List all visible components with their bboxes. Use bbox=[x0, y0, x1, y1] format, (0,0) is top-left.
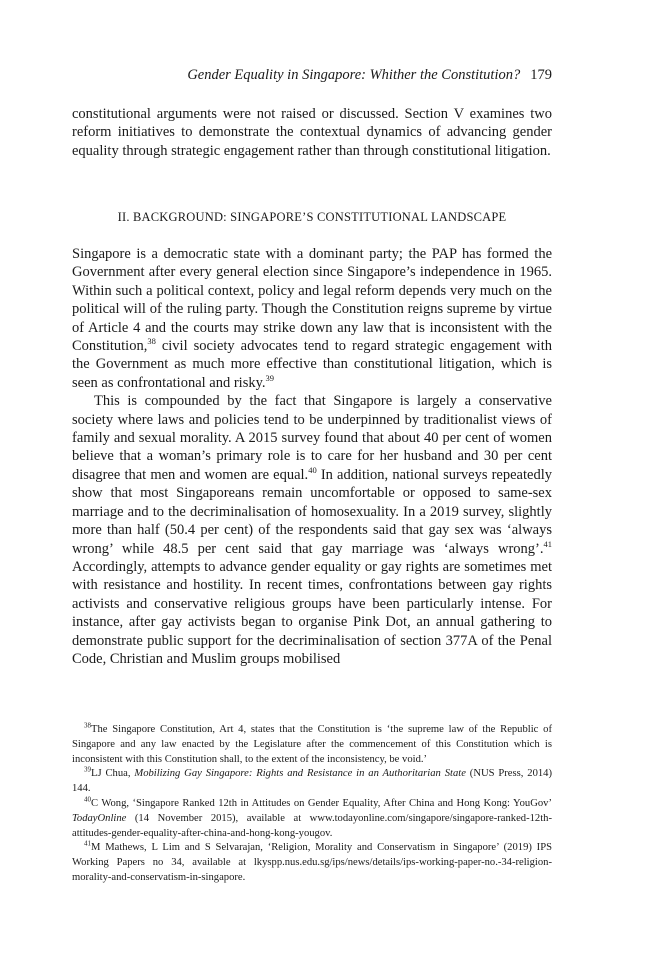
footnote-source-title: TodayOnline bbox=[72, 812, 127, 824]
footnote-text: (NUS Press, 2014) 144. bbox=[72, 768, 552, 795]
footnote-book-title: Mobilizing Gay Singapore: Rights and Resistance in an Authoritarian State bbox=[134, 768, 466, 780]
footnote-ref-41[interactable]: 41 bbox=[543, 538, 552, 549]
footnote-ref-40[interactable]: 40 bbox=[308, 465, 317, 476]
footnote-text: C Wong, ‘Singapore Ranked 12th in Attitudes on Gender Equality, After China and Hong Kong: YouGov’ bbox=[91, 797, 552, 809]
footnote-38 bbox=[72, 723, 552, 767]
footnote-number: 40 bbox=[84, 795, 91, 804]
paragraph-1-text: Singapore is a democratic state with a dominant party; the PAP has formed the Government after every general election since Singapore’s independence in 1965. Within such a political context, policy and legal reform depends very much on the political will of the ruling party. Though the Constitution reigns supreme by virtue of Article 4 and the courts may strike down any law that is inconsistent with the Constitution, bbox=[72, 246, 552, 355]
footnote-ref-39[interactable]: 39 bbox=[265, 373, 275, 384]
footnote-text: The Singapore Constitution, Art 4, states that the Constitution is ‘the supreme law of the Republic of Singapore and any law enacted by the Legislature after the commencement of this Constitution which is inconsistent with this Constitution shall, to the extent of the inconsistency, be void.’ bbox=[72, 724, 552, 765]
page-number: 179 bbox=[530, 67, 552, 83]
running-head-title: Gender Equality in Singapore: Whither the Constitution? bbox=[187, 67, 521, 83]
footnote-number: 39 bbox=[84, 765, 91, 774]
intro-paragraph: constitutional arguments were not raised or discussed. Section V examines two reform initiatives to demonstrate the contextual dynamics of advancing gender equality through strategic engagement rather than through constitutional litigation. bbox=[72, 106, 552, 159]
footnote-number: 38 bbox=[84, 721, 91, 730]
footnote-ref-38[interactable]: 38 bbox=[147, 336, 156, 347]
paragraph-1-text: civil society advocates tend to regard strategic engagement with the Government as much more effective than constitutional litigation, which is seen as confrontational and risky. bbox=[72, 338, 552, 391]
footnote-text: (14 November 2015), available at www.todayonline.com/singapore/singapore-ranked-12th-attitudes-gender-equality-after-china-and-hong-kong-yougov. bbox=[72, 812, 552, 839]
footnote-40 bbox=[72, 797, 552, 841]
footnote-text: M Mathews, L Lim and S Selvarajan, ‘Religion, Morality and Conservatism in Singapore’ (2019) IPS Working Papers no 34, available at lkyspp.nus.edu.sg/ips/news/details/ips-working-paper-no.-34-religion-morality-and-conservatism-in-singapore. bbox=[72, 842, 552, 883]
intro-block bbox=[72, 105, 552, 160]
paragraph-1 bbox=[72, 245, 552, 392]
paragraph-2 bbox=[72, 392, 552, 668]
footnote-41 bbox=[72, 841, 552, 885]
running-head bbox=[72, 66, 552, 84]
section-heading: II. BACKGROUND: SINGAPORE’S CONSTITUTIONAL LANDSCAPE bbox=[117, 210, 507, 224]
paragraph-2-text: This is compounded by the fact that Singapore is largely a conservative society where laws and policies tend to be underpinned by traditionalist views of family and sexual morality. A 2015 survey found that about 40 per cent of women believe that a woman’s primary role is to care for her husband and 30 per cent disagree that men and women are equal. bbox=[72, 393, 552, 483]
footnote-number: 41 bbox=[84, 839, 91, 848]
footnote-text: LJ Chua, bbox=[91, 768, 135, 780]
body-text bbox=[72, 245, 552, 668]
footnotes bbox=[72, 723, 552, 886]
paragraph-2-text: In addition, national surveys repeatedly show that most Singaporeans remain uncomfortable or opposed to same-sex marriage and to the decriminalisation of homosexuality. In a 2019 survey, slightly more than half (50.4 per cent) of the respondents said that gay sex was ‘always wrong’ while 48.5 per cent said that gay marriage was ‘always wrong’. bbox=[72, 466, 552, 557]
footnote-39 bbox=[72, 767, 552, 797]
paragraph-2-text: Accordingly, attempts to advance gender equality or gay rights are sometimes met with resistance and hostility. In recent times, confrontations between gay rights activists and conservative religious groups have been particularly intense. For instance, after gay activists began to organise Pink Dot, an annual gathering to demonstrate public support for the decriminalisation of section 377A of the Penal Code, Christian and Muslim groups mobilised bbox=[72, 558, 552, 667]
